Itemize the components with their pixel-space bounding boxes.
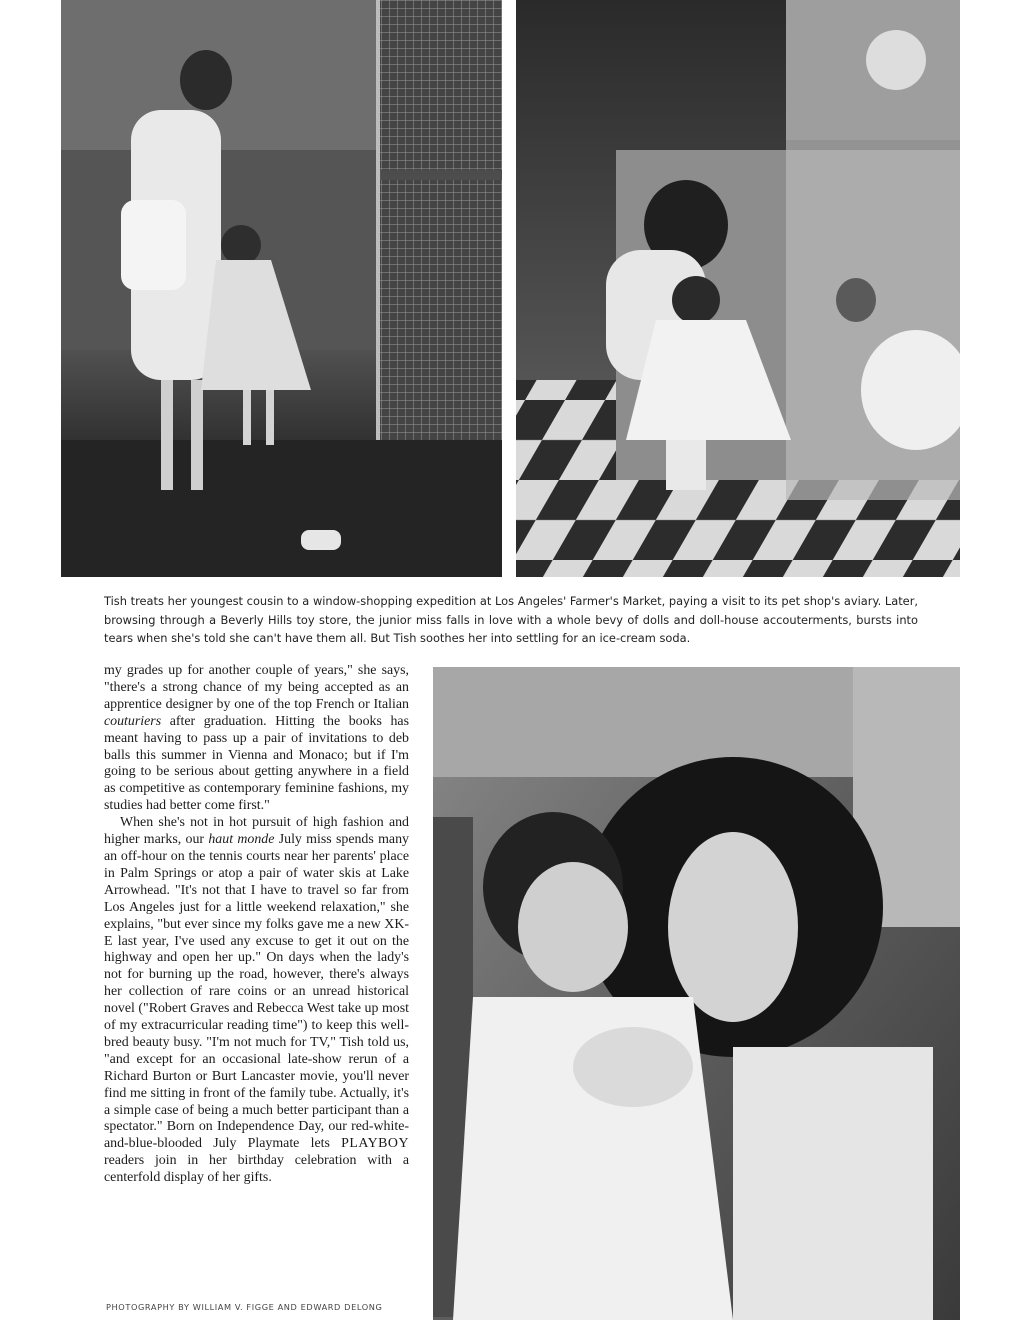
photo-caption: Tish treats her youngest cousin to a window-shopping expedition at Los Angeles' Farmer's Market, paying a visit to its pet shop's aviary. Later, browsing through a Beverly Hills toy store, the junior miss falls in love with a whole bevy of dolls and doll-house accouterments, bursts into tears when she's told she can't have them all. But Tish soothes her into settling for an ice-cream soda. bbox=[104, 594, 918, 646]
article-column bbox=[104, 663, 409, 1295]
article-paragraph bbox=[104, 815, 409, 1187]
article-text: July miss spends many an off-hour on the tennis courts near her parents' place in Palm Springs or atop a pair of water skis at Lake Arrowhead. "It's not that I have to travel so far from Los Angeles just for a little weekend relaxation," she explains, "but ever since my folks gave me a new XK-E last year, I've used any excuse to get it out on the highway and open her up." On days when the lady's not for burning up the road, however, there's always her collection of rare coins or an unread historical novel ("Robert Graves and Rebecca West take up most of my extracurricular reading time") to keep this well-bred beauty busy. "I'm not much for TV," Tish told us, "and except for an occasional late-show rerun of a Richard Burton or Burt Lancaster movie, you'll never find me sitting in front of the family tube. Actually, it's a simple case of being a much better participant than a spectator." Born on Independence Day, our red-white-and-blue-blooded July Playmate lets bbox=[104, 832, 409, 1152]
article-text: readers join in her birthday celebration with a centerfold display of her gifts. bbox=[104, 1153, 409, 1186]
comforting-photo bbox=[433, 667, 960, 1320]
article-text: my grades up for another couple of years," she says, "there's a strong chance of my being accepted as an apprentice designer by one of the top French or Italian bbox=[104, 663, 409, 712]
toy-store-photo bbox=[516, 0, 960, 577]
photo-credit: PHOTOGRAPHY BY WILLIAM V. FIGGE AND EDWARD DELONG bbox=[106, 1302, 383, 1312]
brand-name: PLAYBOY bbox=[341, 1136, 409, 1152]
article-paragraph bbox=[104, 663, 409, 815]
article-text: When she's not in hot pursuit of high fashion and higher marks, our bbox=[104, 815, 409, 848]
pet-shop-photo bbox=[61, 0, 502, 577]
article-text: after graduation. Hitting the books has meant having to pass up a pair of invitations to deb balls this summer in Vienna and Monaco; but if I'm going to be serious about getting anywhere in a field as competitive as contemporary feminine fashions, my studies had better come first." bbox=[104, 713, 409, 814]
article-italic-text: couturiers bbox=[104, 713, 162, 729]
article-italic-text: haut monde bbox=[208, 832, 275, 848]
